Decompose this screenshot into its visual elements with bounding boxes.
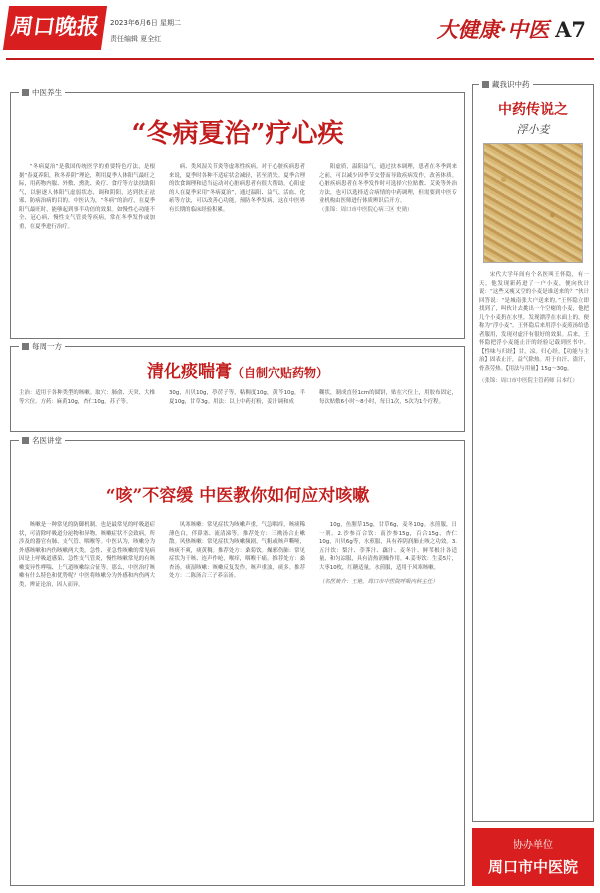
article-weekly-prescription <box>10 342 465 432</box>
sidebar-byline: （张锦：周口市中医院主管药师 吕本红） <box>479 378 578 384</box>
sidebar-herb-legend <box>472 80 594 822</box>
article-column-1: 咳嗽是一种常见的防御机制，也是最常见的呼吸道症状，可清除呼吸道分泌物和异物。咳嗽症状不会致病，所涉及的器官有肺、支气管、咽喉等。中医认为，咳嗽分为外感咳嗽和内伤咳嗽两大类。急性、亚急性咳嗽的常见病因是上呼吸道感染、急性支气管炎，慢性咳嗽常见的有咳嗽变异性哮喘、上气道咳嗽综合征等。那么，中医治疗咳嗽有什么特色和优势呢？中医将咳嗽分为外感和内伤两大类，辨证论治，因人而异。 <box>19 522 155 588</box>
article-column-2: 病、类风湿关节炎等虚寒性疾病。对于心脏疾病患者来说，夏季时各种不适症状会减轻，甚至消失。夏季合理的饮食调理和适当运动对心脏病患者有很大帮助。心阳虚的人在夏季采用“冬病夏治”，通过温阳、益气、活血、化瘀等方法，可以改善心功能，预防冬季发病，这在中医界有长期的临床经验积累。 <box>169 164 305 213</box>
article-tag: 每周一方 <box>19 341 65 352</box>
section-header <box>437 14 586 44</box>
sidebar-title: 中药传说之 <box>498 102 568 118</box>
article-column-3: 糊状，制成直径1cm的圆饼，贴在穴位上，用胶布固定，每次贴敷6小时～8小时，每日1次，5次为1个疗程。 <box>319 390 457 405</box>
article-headline <box>11 357 464 382</box>
sidebar-tag: 藏我识中药 <box>479 79 533 90</box>
sponsor-org: 周口市中医院 <box>487 858 578 876</box>
article-column-1: 主治：适用于各种类型的咳嗽。取穴：肺俞、天突、大椎等穴位。方药：麻黄10g，杏仁10g，苏子等。 <box>19 390 155 405</box>
sponsor-label: 协办单位 <box>513 840 553 851</box>
article-byline: （名医简介：王艳，周口市中医院呼吸内科主任） <box>319 579 438 585</box>
article-column-2: 30g，川贝10g，葶苈子等，粘稠度10g，黄芩10g，半夏10g，甘草3g。用法：以上中药打粉，姜汁调和成 <box>169 390 305 405</box>
sidebar-body: 宋代大学年间有个名医叫王怀隐，有一天，他发现新药进了一户小麦，便向伙计说：“这些又瘦又空的小麦是谁送来的？”伙计回答说：“是城南张大户送来的。”王怀隐立即找到了，叫伙计去挑出一个空瘪的小麦，他把几个小麦扔在水里，发现漂浮在水面上的，便称为“浮小麦”。王怀隐后来用浮小麦煎汤给患者服用，发现对虚汗有很好的效果。后来，王怀隐把浮小麦能止汗的经验记载到医书中。【性味与归经】甘，凉。归心经。【功能与主治】固表止汗，益气除热。用于自汗、盗汗，骨蒸劳热。【用法与用量】15g～30g。 （张锦：周口市中医院主管药师 吕本红） <box>479 272 589 384</box>
article-tag: 名医讲堂 <box>19 435 65 446</box>
header-rule <box>6 58 594 60</box>
masthead <box>0 0 600 62</box>
article-cough <box>10 436 465 886</box>
article-tag: 中医养生 <box>19 87 65 98</box>
article-headline: “咳”不容缓 中医教你如何应对咳嗽 <box>105 486 370 506</box>
article-column-1: “冬病夏治”是我国传统医学的重要特色疗法，是根据“春夏养阳，秋冬养阴”理论，利用夏季人体阳气最旺之际，用药物内服、外敷、熏洗、灸疗、食疗等方法扶助阳气，以驱逐人体阳气虚弱状态，调和阴阳，达到扶正祛邪、防病治病的目的。中医认为，“冬病”的治疗，在夏季阳气最旺时，能够起到事半功倍的效果。如慢性心功能不全、冠心病、慢性支气管炎等疾病，常在冬季发作或加重，在夏季进行治疗。 <box>19 164 155 230</box>
article-headline: “冬病夏治”疗心疾 <box>131 119 344 149</box>
article-column-3: 10g，鱼腥草15g，甘草6g，麦冬10g。水煎服，日一剂。2.沙参百合饮：南沙参15g，百合15g，杏仁10g，川贝6g等，水煎服，具有养阴润肺止咳之功效。3.五汁饮：梨汁、荸荠汁、藕汁、麦冬汁、鲜苇根汁各适量，和匀凉服，具有清热润燥作用。4.姜枣饮：生姜5片，大枣10枚，红糖适量，水煎服，适用于风寒咳嗽。 （名医简介：王艳，周口市中医院呼吸内科主任） <box>319 522 457 585</box>
section-name: 大健康·中医 <box>436 17 550 42</box>
article-column-3: 阳虚质，温阳益气，通过扶本调理，患者在冬季到来之前，可以减少因季节交替而导致疾病发作，改善体质。心脏疾病患者在冬季发作时可选择穴位贴敷、艾灸等外治方法，也可以选择适合病情的中药调理，但需要到中医专业机构由医师进行体质辨识后开方。 （张锦：周口市中医院心病三区 史勋） <box>319 164 457 213</box>
prescription-subtitle: （自制穴贴药物） <box>231 366 328 380</box>
article-byline: （张锦：周口市中医院心病三区 史勋） <box>319 206 413 213</box>
sidebar-subtitle: 浮小麦 <box>516 123 550 136</box>
issue-date: 2023年6月6日 星期二 <box>110 19 181 27</box>
prescription-title: 清化痰喘膏 <box>146 362 232 382</box>
page-number: A7 <box>555 17 586 42</box>
editor-credit: 责任编辑 夏全红 <box>110 35 162 43</box>
sponsor-box <box>472 828 594 886</box>
newspaper-logo: 周口晚报 <box>3 6 107 50</box>
article-column-2: 风寒咳嗽：常见症状为咳嗽声重，气急咽痒，咳痰稀薄色白，伴鼻塞、流清涕等。推荐处方：三拗汤合止嗽散。风热咳嗽：常见症状为咳嗽频剧，气粗或咳声嘶哑，咳痰不爽，痰黄稠。推荐处方：桑菊饮。燥邪伤肺：常见症状为干咳、连声作呛，喉痒，咽喉干痛。推荐处方：桑杏汤。痰湿咳嗽：咳嗽反复发作，咳声重浊，痰多。推荐处方：二陈汤合三子养亲汤。 <box>169 522 305 579</box>
floating-wheat-photo <box>483 143 583 263</box>
article-winter-disease <box>10 88 465 339</box>
